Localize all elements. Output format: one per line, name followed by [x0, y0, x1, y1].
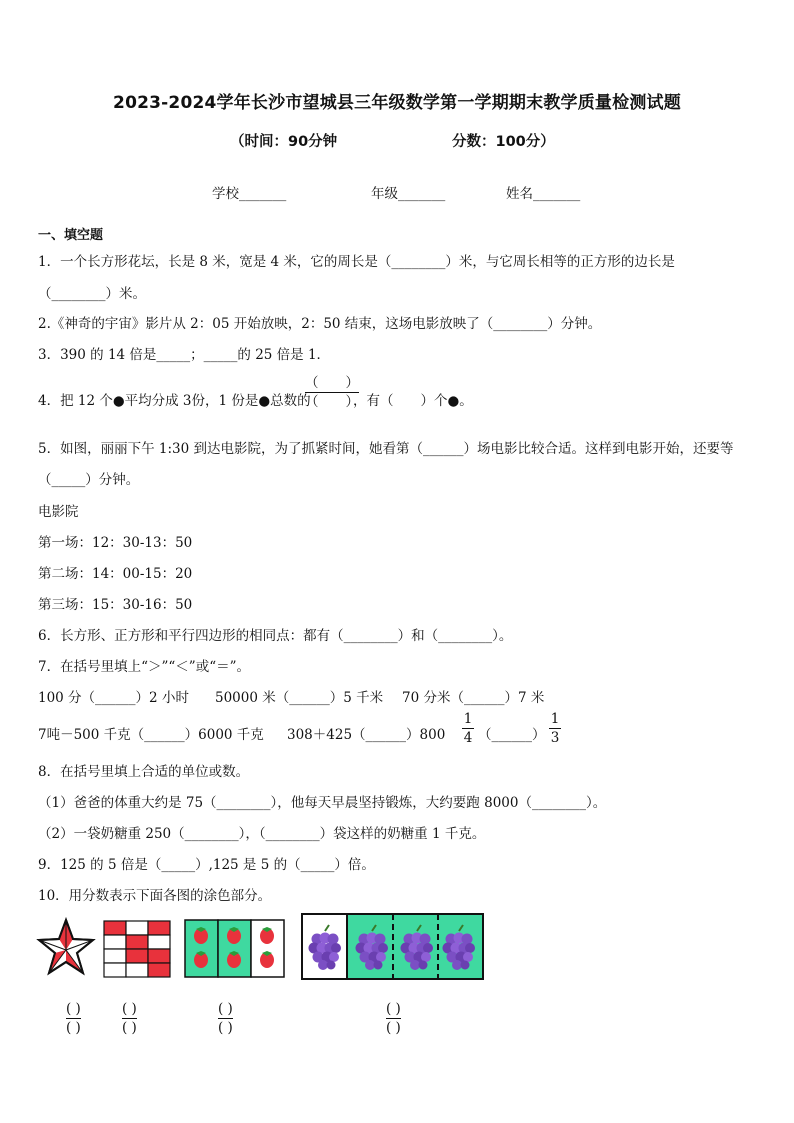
- question-7-b: 50000 米（______）5 千米: [215, 690, 384, 706]
- grade-field: 年级_______: [371, 186, 446, 202]
- question-8-part1: （1）爸爸的体重大约是 75（________），他每天早晨坚持锻炼，大约要跑 8000（________）。: [38, 795, 607, 811]
- question-7-d: 7吨－500 千克（______）6000 千克: [38, 727, 264, 743]
- strawberry-figure: [184, 919, 286, 979]
- grape-figure: [301, 913, 485, 981]
- question-5-line1: 5．如图，丽丽下午 1:30 到达电影院，为了抓紧时间，她看第（______）场电影比较合适。这样到电影开始，还要等: [38, 441, 734, 457]
- name-field: 姓名_______: [506, 186, 581, 202]
- showtime-2: 第二场：14：00-15：20: [38, 566, 193, 582]
- question-10-title: 10．用分数表示下面各图的涂色部分。: [38, 888, 272, 904]
- question-8-part2: （2）一袋奶糖重 250（________），（________）袋这样的奶糖重 1 千克。: [38, 826, 486, 842]
- fraction-denominator: 4: [463, 730, 473, 746]
- fraction-one-third: [549, 711, 561, 746]
- question-7-a: 100 分（______）2 小时: [38, 690, 189, 706]
- fraction-numerator: ( ): [66, 1001, 81, 1017]
- fraction-denominator: 3: [550, 730, 560, 746]
- showtime-3: 第三场：15：30-16：50: [38, 597, 193, 613]
- fraction-denominator: ( ): [122, 1020, 137, 1036]
- question-1-line1: 1．一个长方形花坛，长是 8 米，宽是 4 米，它的周长是（________）米，与它周长相等的正方形的边长是: [38, 254, 675, 270]
- question-7-e: 308＋425（______）800: [287, 727, 446, 743]
- fraction-denominator: ( ): [386, 1020, 401, 1036]
- fraction-numerator: ( ): [386, 1001, 401, 1017]
- answer-fraction-2[interactable]: [122, 1001, 137, 1036]
- answer-fraction-3[interactable]: [218, 1001, 233, 1036]
- answer-fraction-1[interactable]: [66, 1001, 81, 1036]
- page-title: 2023-2024学年长沙市望城县三年级数学第一学期期末教学质量检测试题: [113, 93, 681, 113]
- question-7-title: 7．在括号里填上“＞”“＜”或“＝”。: [38, 659, 250, 675]
- showtime-1: 第一场：12：30-13：50: [38, 535, 193, 551]
- question-7-f-blank: （______）: [478, 727, 546, 743]
- star-figure: [36, 917, 96, 977]
- fraction-numerator: 1: [550, 711, 560, 727]
- question-6: 6．长方形、正方形和平行四边形的相同点：都有（________）和（________）。: [38, 628, 513, 644]
- fraction-numerator: （ ）: [305, 375, 359, 391]
- answer-fraction-4[interactable]: [386, 1001, 401, 1036]
- fraction-denominator: ( ): [218, 1020, 233, 1036]
- question-9: 9．125 的 5 倍是（_____）,125 是 5 的（_____）倍。: [38, 857, 375, 873]
- question-7-c: 70 分米（______）7 米: [402, 690, 545, 706]
- fraction-numerator: 1: [463, 711, 473, 727]
- question-4-post: ，有（ ）个●。: [353, 393, 473, 409]
- exam-score: 分数：100分）: [452, 134, 555, 150]
- exam-time: （时间：90分钟: [230, 134, 338, 150]
- cinema-label: 电影院: [38, 504, 79, 520]
- fraction-denominator: ( ): [66, 1020, 81, 1036]
- question-4-text: 4．把 12 个●平均分成 3份，1 份是●总数的: [38, 393, 311, 409]
- grid-figure: [103, 920, 173, 978]
- school-field: 学校_______: [212, 186, 287, 202]
- fraction-numerator: ( ): [122, 1001, 137, 1017]
- question-5-line2: （_____）分钟。: [38, 472, 140, 488]
- section-heading: 一、填空题: [38, 228, 104, 243]
- question-3: 3．390 的 14 倍是_____；_____的 25 倍是 1．: [38, 347, 331, 363]
- question-2: 2.《神奇的宇宙》影片从 2：05 开始放映，2：50 结束，这场电影放映了（________）分钟。: [38, 316, 602, 332]
- question-4-fraction: [305, 375, 359, 410]
- question-1-line2: （________）米。: [38, 286, 146, 302]
- question-8-title: 8．在括号里填上合适的单位或数。: [38, 764, 250, 780]
- fraction-denominator: （ ）: [305, 394, 359, 410]
- fraction-one-quarter: [462, 711, 474, 746]
- fraction-numerator: ( ): [218, 1001, 233, 1017]
